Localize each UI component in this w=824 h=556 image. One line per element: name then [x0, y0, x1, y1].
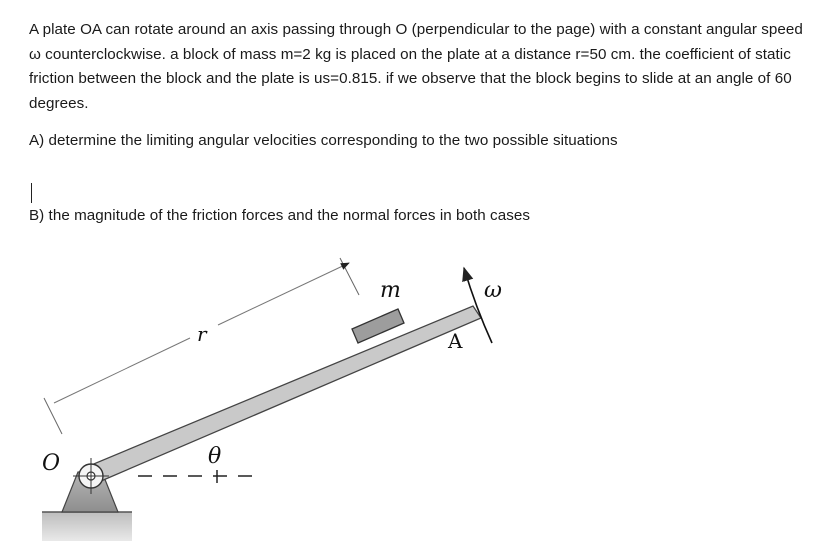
- label-O: O: [42, 451, 61, 476]
- dimension-line-r-right: [218, 263, 349, 325]
- plate-OA: [84, 306, 481, 484]
- part-a-question: A) determine the limiting angular velocities corresponding to the two possible situations: [29, 132, 618, 149]
- text-cursor[interactable]: [31, 183, 32, 203]
- rotating-plate-diagram: [0, 248, 824, 556]
- label-theta: θ: [208, 444, 222, 469]
- label-omega: ω: [484, 278, 502, 303]
- dimension-extension-O: [44, 398, 62, 434]
- label-r: r: [197, 322, 207, 346]
- label-m: m: [380, 278, 401, 303]
- part-b-question: B) the magnitude of the friction forces and the normal forces in both cases: [29, 207, 530, 224]
- dimension-line-r-left: [54, 338, 190, 403]
- problem-intro-paragraph: A plate OA can rotate around an axis passing through O (perpendicular to the page) with a constant angular speed ω counterclockwise. a block of mass m=2 kg is placed on the plate at a distance r=50 cm. the coefficient of static friction between the block and the plate is us=0.815. if we observe that the block begins to slide at an angle of 60 degrees.: [29, 21, 803, 112]
- ground-base: [42, 512, 132, 541]
- label-A: A: [448, 329, 463, 353]
- dimension-extension-block: [340, 258, 359, 295]
